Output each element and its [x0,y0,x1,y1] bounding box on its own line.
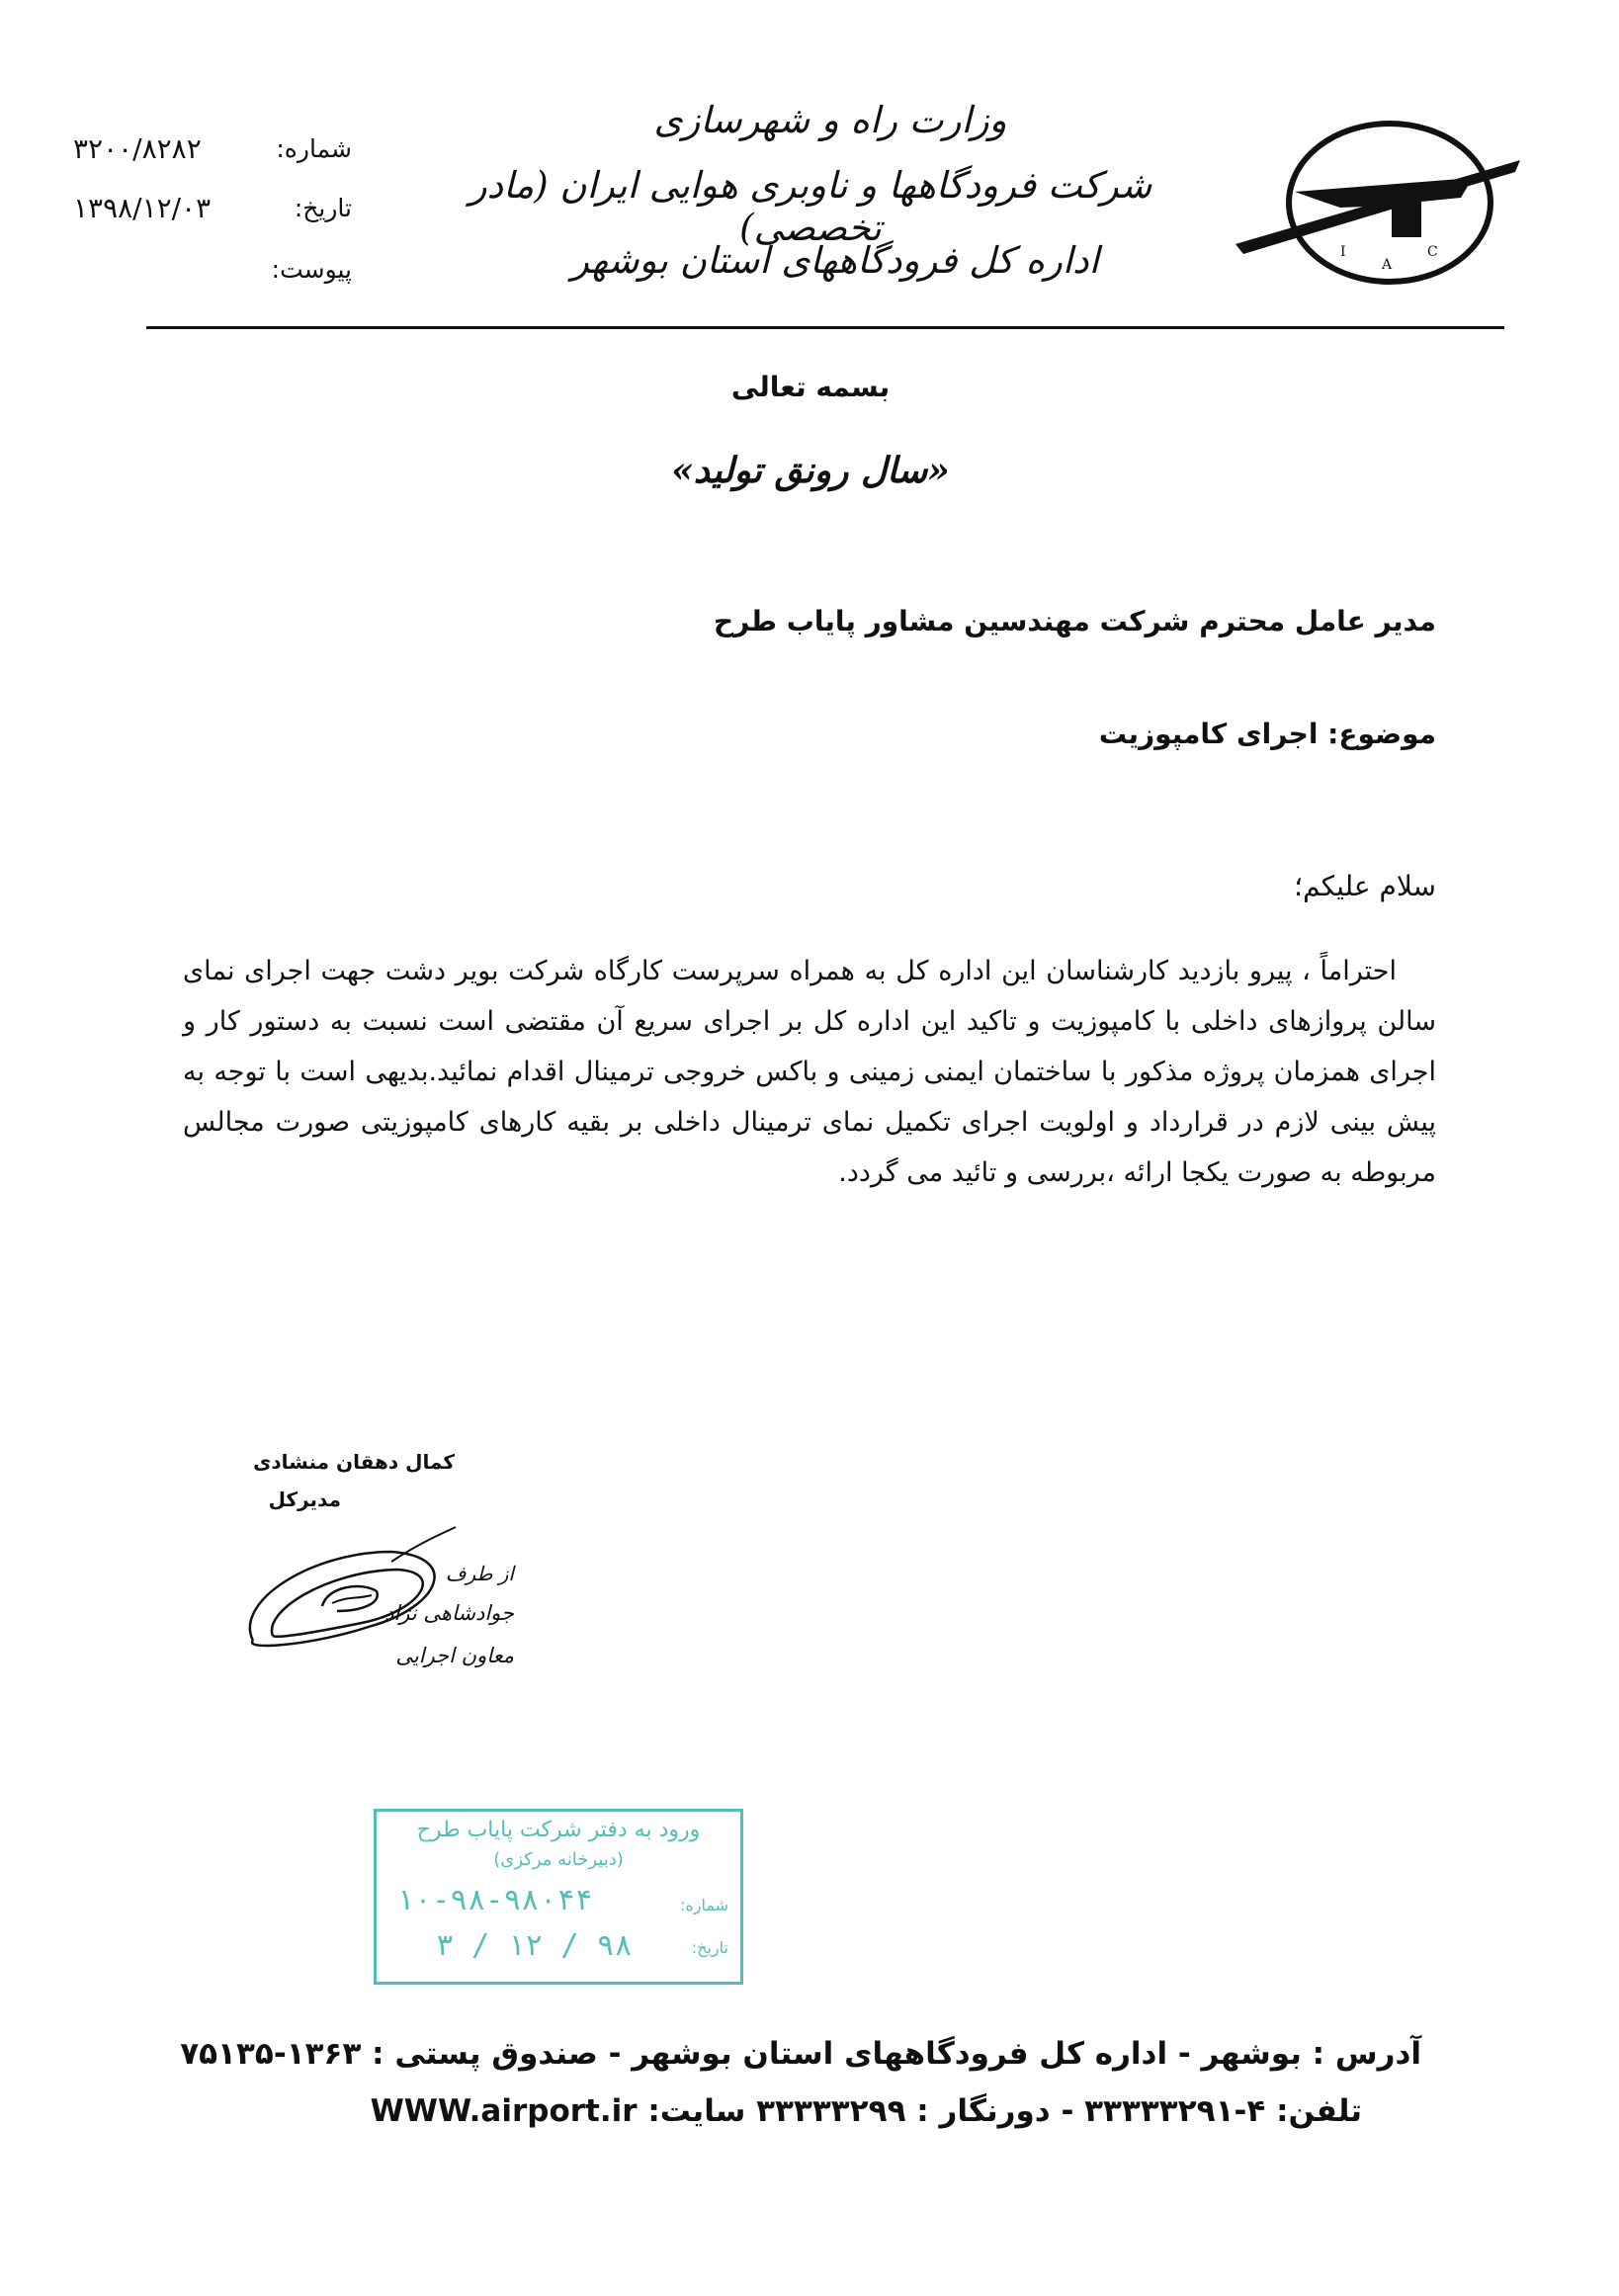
stamp-number-label: شماره: [679,1896,728,1914]
stamp-date-value: ۹۸ / ۱۲ / ۳ [436,1928,633,1963]
greeting: سلام علیکم؛ [1294,870,1436,902]
number-label: شماره: [276,134,352,163]
logo-letter-a: A [1382,257,1393,273]
year-motto: «سال رونق تولید» [671,450,950,491]
logo-letter-c: C [1427,244,1438,260]
stamp-line1: ورود به دفتر شرکت پایاب طرح [416,1818,701,1842]
footer-contact: تلفن: ۴-۳۳۳۳۳۲۹۱ - دورنگار : ۳۳۳۳۳۲۹۹ سایت: WWW.airport.ir [370,2093,1362,2129]
company-title: شرکت فرودگاهها و ناوبری هوایی ایران (مادر تخصصی) [469,164,1152,249]
stamp-date-label: تاریخ: [691,1938,728,1957]
letter-body [183,946,1436,1198]
recipient: مدیر عامل محترم شرکت مهندسین مشاور پایاب طرح [713,605,1436,638]
letter-body-text: احتراماً ، پیرو بازدید کارشناسان این اداره کل به همراه سرپرست کارگاه شرکت بویر دشت جهت اجرای نمای سالن پروازهای داخلی با کامپوزیت و تاکید این اداره کل بر اجرای سریع آن مقتضی است نسبت به دستور کار و اجرای همزمان پروژه مذکور با ساختمان ایمنی زمینی و باکس خروجی ترمینال اقدام نمائید.بدیهی است با توجه به پیش بینی لازم در قرارداد و اولویت اجرای تکمیل نمای ترمینال داخلی بر بقیه کارهای کامپوزیتی صورت مجالس مربوطه به صورت یکجا ارائه ،بررسی و تائید می گردد. [183,956,1436,1188]
date-label: تاریخ: [294,194,352,222]
invocation: بسمه تعالی [730,371,891,403]
signer-name: کمال دهقان منشادی [253,1450,455,1474]
footer-address: آدرس : بوشهر - اداره کل فرودگاههای استان بوشهر - صندوق پستی : ۱۳۶۳-۷۵۱۳۵ [180,2036,1421,2072]
date-value: ۱۳۹۸/۱۲/۰۳ [73,192,212,224]
logo-letter-i: I [1340,244,1346,260]
signer-title: مدیرکل [268,1488,341,1511]
department-title: اداره کل فرودگاههای استان بوشهر [571,239,1099,282]
on-behalf-title: معاون اجرایی [395,1644,514,1667]
on-behalf-name: جوادشاهی نژاد [384,1601,514,1625]
number-value: ۳۲۰۰/۸۲۸۲ [73,132,202,165]
on-behalf-label: از طرف [445,1562,514,1585]
airport-company-emblem-icon [1224,121,1520,289]
company-logo [1224,121,1520,289]
stamp-number-value: ۱۰-۹۸-۹۸۰۴۴ [396,1883,593,1917]
attachment-label: پیوست: [271,255,352,284]
received-stamp [374,1809,743,1985]
stamp-line2: (دبیرخانه مرکزی) [493,1849,624,1870]
ministry-title: وزارت راه و شهرسازی [653,99,1007,141]
subject: موضوع: اجرای کامپوزیت [1098,718,1436,750]
header-divider [146,326,1504,329]
